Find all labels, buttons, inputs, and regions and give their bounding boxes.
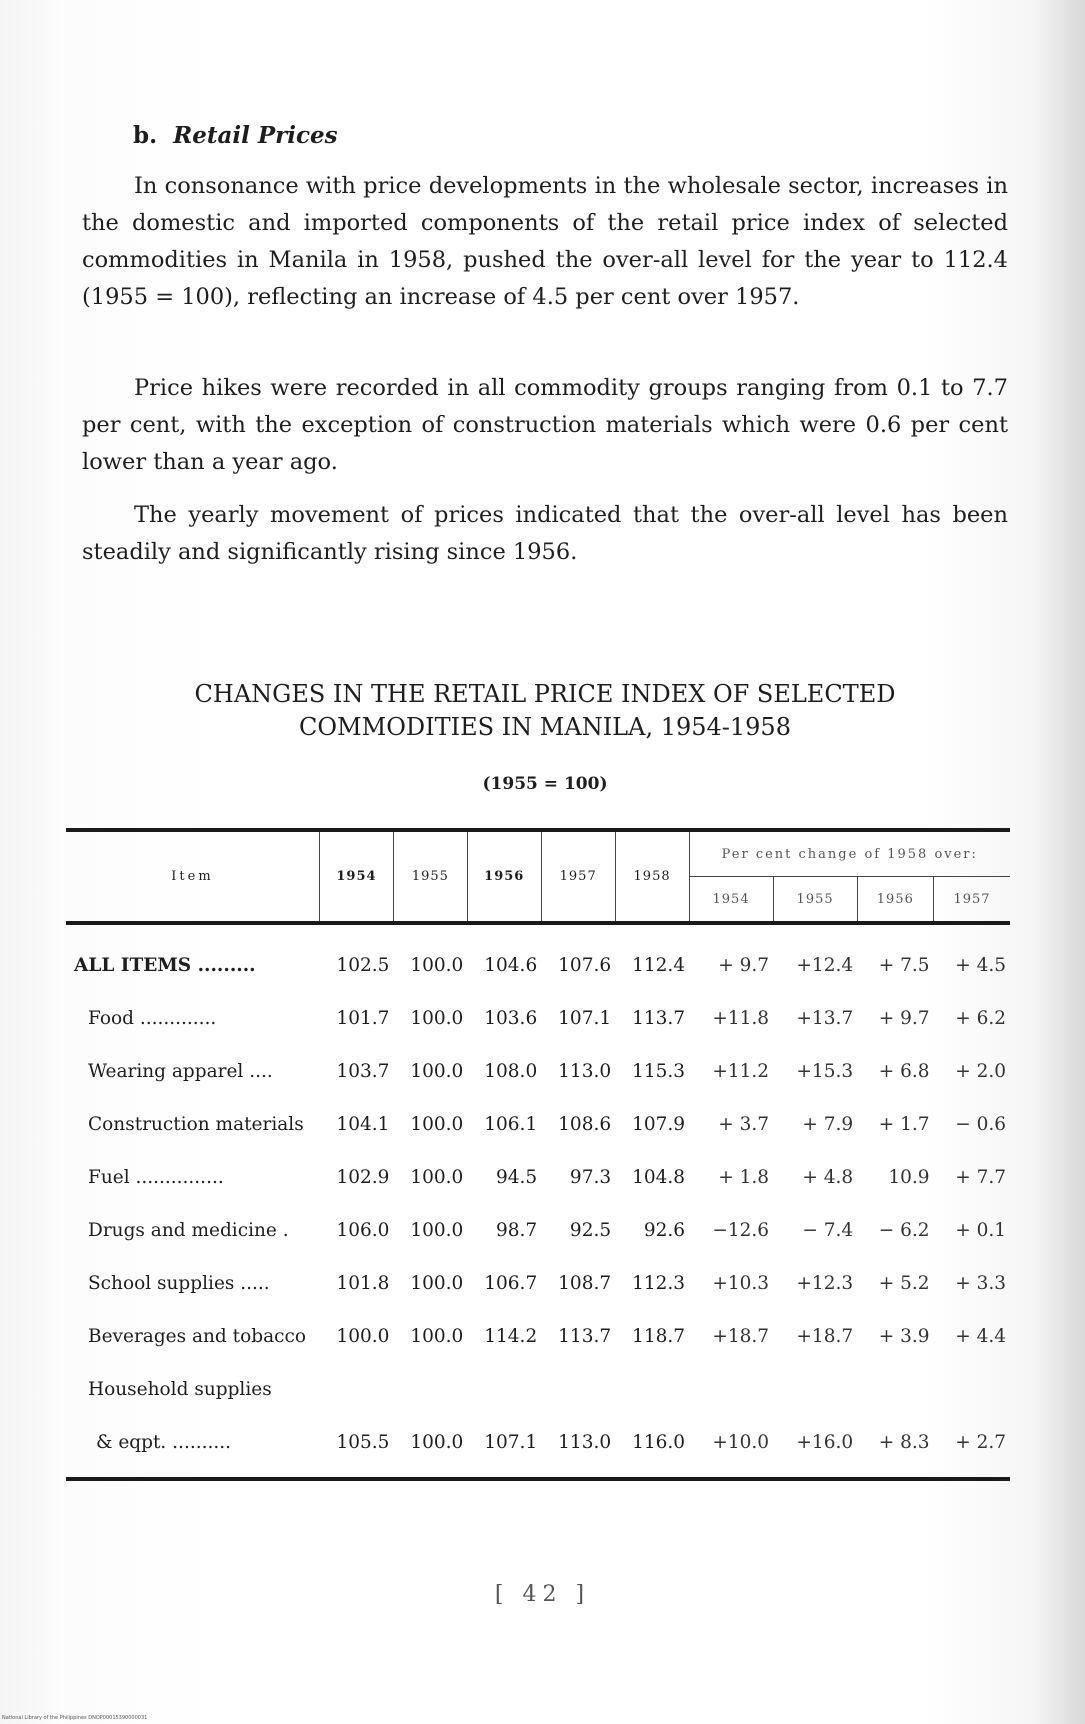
table-row: [66, 1310, 1010, 1363]
cell-1954: 100.0: [336, 1326, 390, 1347]
row-label: School supplies .....: [88, 1273, 270, 1294]
cell-pct-1955: +18.7: [796, 1326, 854, 1347]
header-pct-1954: 1954: [689, 877, 773, 924]
table-base-note: (1955 = 100): [482, 774, 608, 794]
scan-credit: National Library of the Philippines DNOP00015390000031: [2, 1715, 148, 1721]
cell-pct-1956: + 7.5: [878, 955, 930, 976]
cell-empty: [393, 1363, 467, 1416]
cell-1958: 115.3: [632, 1061, 686, 1082]
row-label: Construction materials: [88, 1114, 304, 1135]
cell-pct-1956: 10.9: [888, 1167, 930, 1188]
cell-empty: [467, 1363, 541, 1416]
cell-pct-1955: +12.3: [796, 1273, 854, 1294]
table-title-line-1: CHANGES IN THE RETAIL PRICE INDEX OF SELECTED: [194, 680, 896, 708]
cell-pct-1954: +11.2: [712, 1061, 770, 1082]
cell-1958: 112.4: [632, 955, 686, 976]
cell-1957: 92.5: [569, 1220, 612, 1241]
row-label: Beverages and tobacco: [88, 1326, 306, 1347]
table-title-line-2: COMMODITIES IN MANILA, 1954-1958: [299, 713, 791, 741]
cell-1955: 100.0: [410, 955, 464, 976]
cell-pct-1956: + 6.8: [878, 1061, 930, 1082]
cell-empty: [689, 1363, 773, 1416]
cell-1954: 103.7: [336, 1061, 390, 1082]
cell-1957: 107.1: [558, 1008, 612, 1029]
cell-pct-1957: + 4.4: [955, 1326, 1006, 1347]
header-pct-change-group: Per cent change of 1958 over:: [689, 830, 1010, 877]
cell-1958: 92.6: [643, 1220, 686, 1241]
cell-pct-1956: + 1.7: [878, 1114, 930, 1135]
paragraph-2: Price hikes were recorded in all commodity groups ranging from 0.1 to 7.7 per cent, with the exception of construction materials which were 0.6 per cent lower than a year ago.: [82, 375, 1008, 475]
cell-1954: 106.0: [336, 1220, 390, 1241]
cell-1957: 108.6: [558, 1114, 612, 1135]
cell-1956: 103.6: [484, 1008, 538, 1029]
cell-pct-1956: − 6.2: [878, 1220, 930, 1241]
cell-1954: 104.1: [336, 1114, 390, 1135]
cell-pct-1954: + 1.8: [718, 1167, 770, 1188]
cell-1955: 100.0: [410, 1167, 464, 1188]
cell-1956: 106.1: [484, 1114, 538, 1135]
table-row: [66, 923, 1010, 992]
header-year-1958: 1958: [615, 830, 689, 923]
header-year-1955: 1955: [393, 830, 467, 923]
cell-pct-1954: +10.0: [689, 1416, 773, 1479]
header-year-1956: 1956: [467, 830, 541, 923]
cell-1957: 113.0: [558, 1061, 612, 1082]
cell-1958: 112.3: [632, 1273, 686, 1294]
cell-pct-1956: + 3.9: [878, 1326, 930, 1347]
header-pct-1956: 1956: [857, 877, 933, 924]
cell-1956: 98.7: [496, 1220, 538, 1241]
cell-1956: 94.5: [496, 1167, 538, 1188]
cell-1957: 108.7: [558, 1273, 612, 1294]
section-letter: b.: [133, 122, 158, 149]
cell-1956: 107.1: [467, 1416, 541, 1479]
cell-pct-1955: − 7.4: [802, 1220, 854, 1241]
cell-1957: 97.3: [569, 1167, 612, 1188]
cell-pct-1956: + 8.3: [857, 1416, 933, 1479]
row-label: Fuel ...............: [88, 1167, 224, 1188]
cell-1955: 100.0: [410, 1326, 464, 1347]
cell-pct-1954: −12.6: [712, 1220, 770, 1241]
cell-empty: [320, 1363, 394, 1416]
cell-1958: 104.8: [632, 1167, 686, 1188]
cell-1958: 113.7: [632, 1008, 686, 1029]
cell-pct-1956: + 5.2: [878, 1273, 930, 1294]
cell-pct-1956: + 9.7: [878, 1008, 930, 1029]
table-row: [66, 992, 1010, 1045]
cell-pct-1954: +18.7: [712, 1326, 770, 1347]
paragraph-3: The yearly movement of prices indicated that the over-all level has been steadily and significantly rising since 1956.: [82, 502, 1008, 565]
cell-pct-1957: + 3.3: [955, 1273, 1006, 1294]
cell-1956: 104.6: [484, 955, 538, 976]
cell-1954: 105.5: [320, 1416, 394, 1479]
table-row: [66, 1098, 1010, 1151]
cell-1955: 100.0: [410, 1114, 464, 1135]
section-heading: [133, 122, 338, 149]
cell-pct-1957: − 0.6: [955, 1114, 1006, 1135]
table-row: [66, 1363, 1010, 1416]
row-label: & eqpt. ..........: [66, 1416, 320, 1479]
cell-pct-1955: + 4.8: [802, 1167, 854, 1188]
cell-pct-1954: + 3.7: [718, 1114, 770, 1135]
paragraph-1: In consonance with price developments in the wholesale sector, increases in the domestic and imported components of the retail price index of selected commodities in Manila in 1958, pushed the over-all level for the year to 112.4 (1955 = 100), reflecting an increase of 4.5 per cent over 1957.: [82, 173, 1008, 310]
page-number: [ 42 ]: [494, 1582, 591, 1607]
cell-1955: 100.0: [410, 1273, 464, 1294]
cell-1957: 107.6: [558, 955, 612, 976]
row-label: Wearing apparel ....: [88, 1061, 273, 1082]
cell-1957: 113.7: [558, 1326, 612, 1347]
cell-1956: 106.7: [484, 1273, 538, 1294]
cell-pct-1957: + 2.7: [934, 1416, 1010, 1479]
cell-1955: 100.0: [410, 1220, 464, 1241]
table-row: [66, 1045, 1010, 1098]
cell-empty: [857, 1363, 933, 1416]
row-label: Household supplies: [88, 1379, 272, 1400]
cell-1956: 108.0: [484, 1061, 538, 1082]
cell-1954: 101.7: [336, 1008, 390, 1029]
cell-pct-1957: + 0.1: [955, 1220, 1006, 1241]
cell-pct-1957: + 7.7: [955, 1167, 1006, 1188]
cell-1955: 100.0: [393, 1416, 467, 1479]
cell-pct-1955: +15.3: [796, 1061, 854, 1082]
header-pct-1957: 1957: [934, 877, 1010, 924]
cell-1955: 100.0: [410, 1008, 464, 1029]
table-row: [66, 1416, 1010, 1479]
cell-pct-1955: +13.7: [796, 1008, 854, 1029]
cell-pct-1955: +12.4: [796, 955, 854, 976]
cell-pct-1955: +16.0: [773, 1416, 857, 1479]
table-row: [66, 1204, 1010, 1257]
row-label: Drugs and medicine .: [88, 1220, 289, 1241]
cell-empty: [541, 1363, 615, 1416]
header-year-1957: 1957: [541, 830, 615, 923]
row-label: Food .............: [88, 1008, 217, 1029]
cell-pct-1957: + 4.5: [955, 955, 1006, 976]
cell-1958: 118.7: [632, 1326, 686, 1347]
cell-pct-1954: +10.3: [712, 1273, 770, 1294]
header-pct-1955: 1955: [773, 877, 857, 924]
cell-empty: [615, 1363, 689, 1416]
section-title: Retail Prices: [173, 122, 338, 149]
price-index-table: [66, 828, 1010, 1481]
cell-pct-1955: + 7.9: [802, 1114, 854, 1135]
cell-1955: 100.0: [410, 1061, 464, 1082]
table-title: [82, 678, 1008, 744]
row-label: ALL ITEMS .........: [74, 955, 256, 976]
cell-1958: 116.0: [615, 1416, 689, 1479]
cell-1954: 101.8: [336, 1273, 390, 1294]
header-item: Item: [66, 830, 320, 923]
cell-pct-1954: +11.8: [712, 1008, 770, 1029]
cell-empty: [773, 1363, 857, 1416]
cell-1958: 107.9: [632, 1114, 686, 1135]
header-year-1954: 1954: [320, 830, 394, 923]
table-row: [66, 1151, 1010, 1204]
cell-empty: [934, 1363, 1010, 1416]
cell-1954: 102.5: [336, 955, 390, 976]
table-row: [66, 1257, 1010, 1310]
cell-pct-1954: + 9.7: [718, 955, 770, 976]
cell-1957: 113.0: [541, 1416, 615, 1479]
cell-1956: 114.2: [484, 1326, 538, 1347]
cell-1954: 102.9: [336, 1167, 390, 1188]
cell-pct-1957: + 6.2: [955, 1008, 1006, 1029]
cell-pct-1957: + 2.0: [955, 1061, 1006, 1082]
